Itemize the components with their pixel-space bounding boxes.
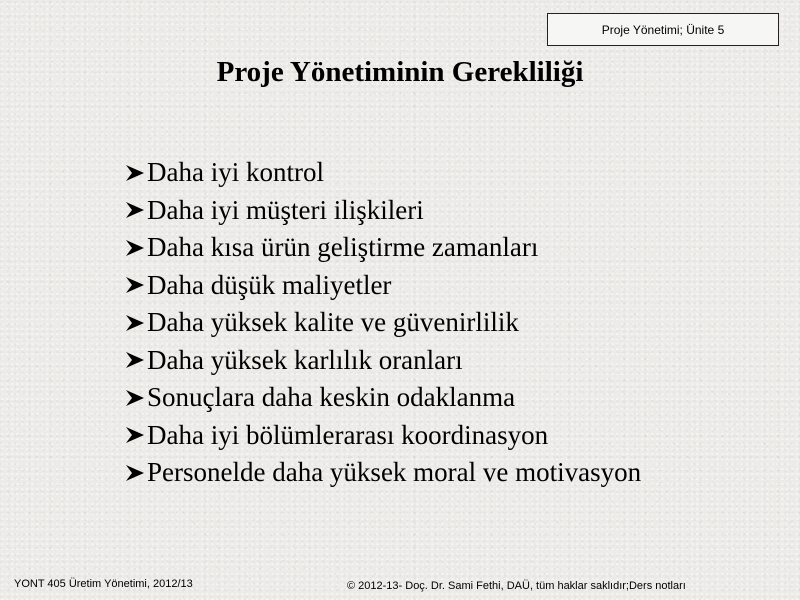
bullet-text: Daha iyi kontrol [147, 157, 324, 188]
bullet-text: Daha iyi müşteri ilişkileri [147, 194, 424, 225]
arrowhead-bullet-icon [124, 276, 146, 294]
bullet-text: Personelde daha yüksek moral ve motivasyon [147, 457, 642, 488]
bullet-item [124, 379, 641, 417]
course-unit-label: Proje Yönetimi; Ünite 5 [601, 22, 725, 37]
footer-copyright: © 2012-13- Doç. Dr. Sami Fethi, DAÜ, tüm haklar saklıdır;Ders notları [347, 580, 686, 592]
bullet-item [124, 229, 641, 267]
arrowhead-bullet-icon [124, 389, 146, 407]
bullet-text: Daha yüksek kalite ve güvenirlilik [147, 307, 519, 338]
arrowhead-bullet-icon [124, 314, 146, 332]
bullet-text: Sonuçlara daha keskin odaklanma [147, 382, 516, 413]
arrowhead-bullet-icon [124, 239, 146, 257]
bullet-item [124, 267, 641, 305]
bullet-text: Daha yüksek karlılık oranları [147, 344, 463, 375]
arrowhead-bullet-icon [124, 351, 146, 369]
arrowhead-bullet-icon [124, 426, 146, 444]
bullet-item [124, 154, 641, 192]
slide-title: Proje Yönetiminin Gerekliliği [216, 56, 584, 88]
bullet-item [124, 454, 641, 492]
arrowhead-bullet-icon [124, 164, 146, 182]
bullet-text: Daha düşük maliyetler [147, 269, 392, 300]
course-unit-box [547, 13, 779, 46]
bullet-item [124, 192, 641, 230]
bullet-list [124, 154, 641, 492]
bullet-item [124, 417, 641, 455]
bullet-text: Daha iyi bölümlerarası koordinasyon [147, 419, 549, 450]
bullet-text: Daha kısa ürün geliştirme zamanları [147, 232, 539, 263]
arrowhead-bullet-icon [124, 464, 146, 482]
arrowhead-bullet-icon [124, 201, 146, 219]
bullet-item [124, 304, 641, 342]
bullet-item [124, 342, 641, 380]
footer-course-label: YONT 405 Üretim Yönetimi, 2012/13 [14, 578, 193, 590]
